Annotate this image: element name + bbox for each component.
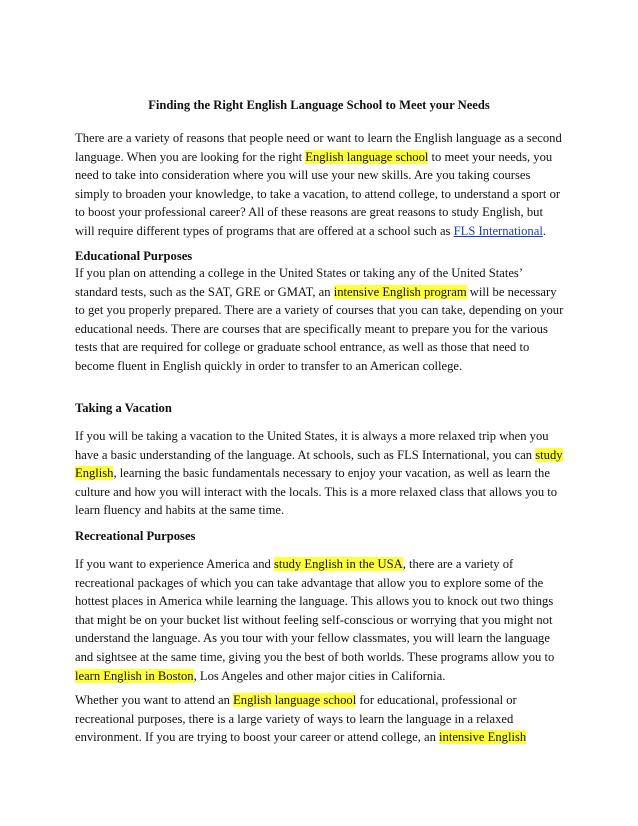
highlighted-keyword: English [75, 466, 114, 481]
paragraph-line: and sightsee at the same time, giving you the best of both worlds. These programs allow you to [75, 649, 555, 664]
paragraph-line: recreational packages of which you can take advantage that allow you to explore some of the [75, 575, 544, 590]
paragraph-line: English, learning the basic fundamentals necessary to enjoy your vacation, as well as learn the [75, 466, 550, 481]
section-heading-recreational: Recreational Purposes [75, 529, 196, 543]
paragraph-line: Whether you want to attend an English language school for educational, professional or [75, 693, 517, 707]
section-heading-vacation: Taking a Vacation [75, 401, 172, 415]
educational-paragraph [75, 264, 575, 376]
paragraph-line: educational needs. There are courses that are specifically meant to prepare you for the various [75, 321, 548, 336]
fls-international-link[interactable]: FLS International [453, 223, 543, 238]
paragraph-line: If you plan on attending a college in the United States or taking any of the United States’ [75, 266, 524, 280]
highlighted-keyword: English language school [233, 693, 357, 707]
paragraph-line: standard tests, such as the SAT, GRE or GMAT, an intensive English program will be necessary [75, 284, 557, 299]
paragraph-line: learn English in Boston, Los Angeles and other major cities in California. [75, 668, 446, 683]
paragraph-line: will require different types of programs that are offered at a school such as FLS International. [75, 223, 546, 238]
document-title: Finding the Right English Language School to Meet your Needs [148, 98, 490, 112]
paragraph-line: to get you properly prepared. There are a variety of courses that you can take, depending on your [75, 303, 564, 318]
highlighted-keyword: intensive English [439, 730, 527, 745]
paragraph-line: have a basic understanding of the language. At schools, such as FLS International, you can study [75, 447, 563, 462]
paragraph-line: culture and how you will interact with the locals. This is a more relaxed class that allows you to [75, 484, 558, 499]
paragraph-line: simply to broaden your knowledge, to take a vacation, to attend college, to understand a sport or [75, 186, 561, 201]
paragraph-line: If you want to experience America and study English in the USA, there are a variety of [75, 557, 514, 571]
highlighted-keyword: study English in the USA [273, 557, 403, 571]
highlighted-keyword: English language school [305, 149, 429, 164]
closing-paragraph [75, 691, 575, 747]
paragraph-line: There are a variety of reasons that people need or want to learn the English language as a second [75, 131, 562, 145]
paragraph-line: become fluent in English quickly in order to transfer to an American college. [75, 358, 463, 373]
paragraph-line: language. When you are looking for the right English language school to meet your needs, you [75, 149, 553, 164]
vacation-paragraph [75, 427, 575, 520]
paragraph-line: learn fluency and habits at the same time. [75, 503, 285, 518]
paragraph-line: If you will be taking a vacation to the United States, it is always a more relaxed trip when you [75, 429, 549, 443]
paragraph-line: need to take into consideration where you will use your new skills. Are you taking courses [75, 168, 531, 183]
paragraph-line: to boost your professional career? All of these reasons are great reasons to study English, but [75, 205, 543, 220]
paragraph-line: recreational purposes, there is a large variety of ways to learn the language in a relaxed [75, 711, 514, 726]
paragraph-line: that might be on your bucket list without feeling self-conscious or worrying that you might not [75, 612, 553, 627]
section-heading-educational: Educational Purposes [75, 249, 193, 263]
paragraph-line: hottest places in America while learning the language. This allows you to knock out two things [75, 594, 554, 609]
paragraph-line: understand the language. As you tour with your fellow classmates, you will learn the language [75, 631, 550, 646]
highlighted-keyword: intensive English program [333, 284, 467, 299]
highlighted-keyword: learn English in Boston [75, 668, 194, 683]
highlighted-keyword: study [535, 447, 563, 462]
intro-paragraph [75, 129, 575, 241]
paragraph-line: environment. If you are trying to boost your career or attend college, an intensive English [75, 730, 527, 745]
recreational-paragraph [75, 555, 575, 685]
paragraph-line: tests that are required for college or graduate school entrance, as well as those that need to [75, 340, 530, 355]
